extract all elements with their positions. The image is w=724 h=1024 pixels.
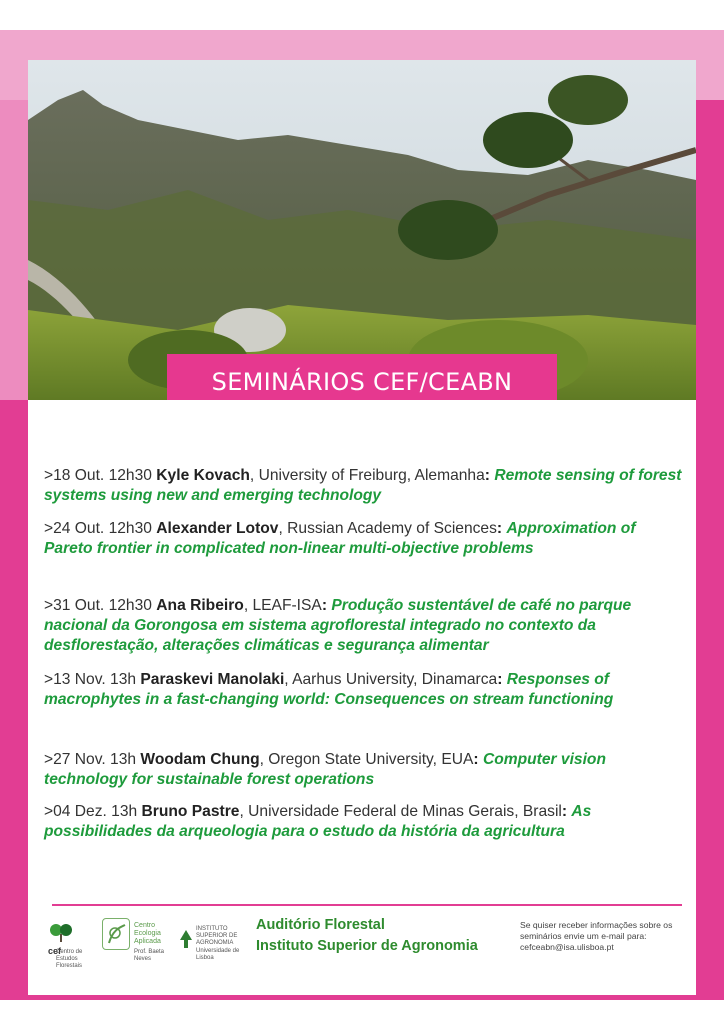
info-line1: Se quiser receber informações sobre os	[520, 920, 673, 930]
seminar-affiliation: , Aarhus University, Dinamarca	[284, 671, 498, 688]
seminar-speaker: Alexander Lotov	[156, 520, 279, 537]
isa-logo-text: INSTITUTO SUPERIOR DE AGRONOMIA	[196, 926, 238, 946]
seminar-title: Computer vision technology for sustainable forest operations	[44, 751, 606, 788]
seminar-entry: >27 Nov. 13h Woodam Chung, Oregon State University, EUA: Computer vision technology for sustainable forest operations	[44, 751, 606, 788]
seminar-date: >13 Nov. 13h	[44, 671, 137, 688]
ceabn-logo-text: Centro Ecologia Aplicada	[134, 922, 161, 945]
seminar-affiliation: , Universidade Federal de Minas Gerais, Brasil	[239, 803, 562, 820]
seminar-affiliation: , Oregon State University, EUA	[259, 751, 474, 768]
seminar-affiliation: , University of Freiburg, Alemanha	[249, 467, 485, 484]
seminar-speaker: Woodam Chung	[140, 751, 260, 768]
left-light-strip	[0, 100, 28, 400]
info-line2: seminários envie um e-mail para:	[520, 931, 647, 941]
seminar-title: Approximation of Pareto frontier in complicated non-linear multi-objective problems	[44, 520, 636, 557]
seminar-date: >31 Out. 12h30	[44, 597, 152, 614]
seminar-speaker: Bruno Pastre	[141, 803, 240, 820]
isa-logo-subtext: Universidade de Lisboa	[196, 948, 240, 961]
seminar-entry: >18 Out. 12h30 Kyle Kovach, University of Freiburg, Alemanha: Remote sensing of forest systems using new and emerging technology	[44, 467, 682, 504]
landscape-photo	[28, 60, 696, 400]
seminar-entry: >31 Out. 12h30 Ana Ribeiro, LEAF-ISA: Produção sustentável de café no parque nacional da Gorongosa em sistema agroflorestal integrado no contexto da desflorestação, alterações climáticas e segurança alimentar	[44, 597, 632, 654]
seminar-affiliation: , Russian Academy of Sciences	[278, 520, 497, 537]
seminar-title: Responses of macrophytes in a fast-changing world: Consequences on stream functioning	[44, 671, 614, 708]
seminar-speaker: Ana Ribeiro	[156, 597, 244, 614]
venue-line2: Instituto Superior de Agronomia	[256, 938, 478, 954]
seminar-date: >24 Out. 12h30	[44, 520, 152, 537]
title: SEMINÁRIOS CEF/CEABN	[211, 368, 513, 396]
right-pink-band	[696, 100, 724, 998]
info-email[interactable]: cefceabn@isa.ulisboa.pt	[520, 942, 614, 952]
seminar-date: >18 Out. 12h30	[44, 467, 152, 484]
seminar-title: Produção sustentável de café no parque nacional da Gorongosa em sistema agroflorestal integrado no contexto da desflorestação, alterações climáticas e segurança alimentar	[44, 597, 632, 654]
seminar-title: As possibilidades da arqueologia para o estudo da história da agricultura	[44, 803, 592, 840]
ceabn-logo-subtext: Prof. Baeta Neves	[134, 949, 165, 962]
isa-logo	[178, 928, 194, 950]
seminar-date: >27 Nov. 13h	[44, 751, 137, 768]
seminar-title: Remote sensing of forest systems using new and emerging technology	[44, 467, 682, 504]
cef-logo-subtext: Centro de Estudos Florestais	[56, 949, 83, 969]
venue-line1: Auditório Florestal	[256, 917, 385, 933]
seminar-entry: >13 Nov. 13h Paraskevi Manolaki, Aarhus University, Dinamarca: Responses of macrophytes in a fast-changing world: Consequences on stream functioning	[44, 671, 614, 708]
seminar-entry: >24 Out. 12h30 Alexander Lotov, Russian Academy of Sciences: Approximation of Pareto frontier in complicated non-linear multi-objective problems	[44, 520, 636, 557]
seminar-entry: >04 Dez. 13h Bruno Pastre, Universidade Federal de Minas Gerais, Brasil: As possibilidades da arqueologia para o estudo da história da agricultura	[44, 803, 592, 840]
footer-divider	[52, 904, 682, 906]
seminar-speaker: Paraskevi Manolaki	[140, 671, 285, 688]
seminar-affiliation: , LEAF-ISA	[243, 597, 322, 614]
seminar-date: >04 Dez. 13h	[44, 803, 138, 820]
ceabn-logo	[102, 918, 130, 950]
cef-logo-text: cef	[48, 946, 62, 956]
seminar-speaker: Kyle Kovach	[156, 467, 250, 484]
